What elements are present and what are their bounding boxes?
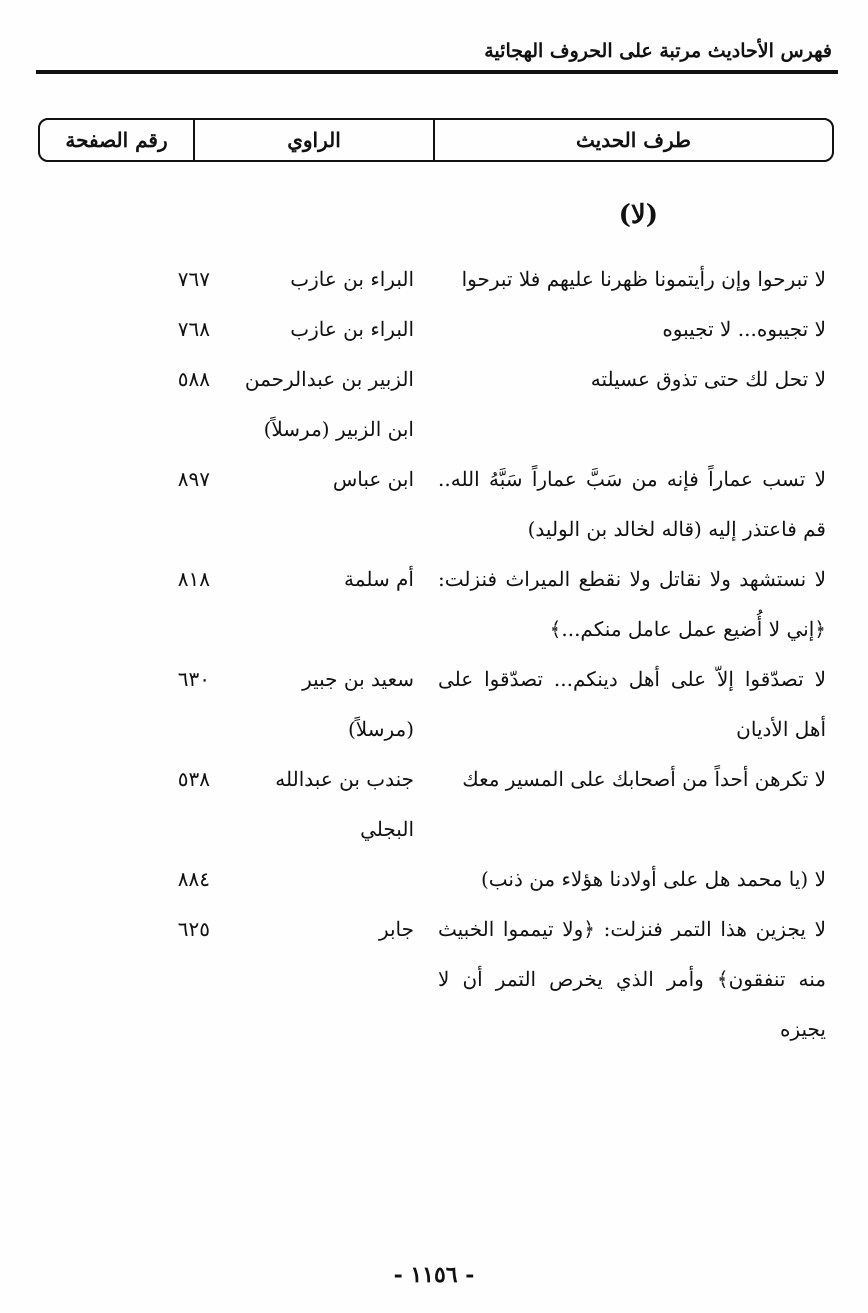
- page-number: ٧٦٨: [177, 317, 210, 341]
- hadith-text: لا يجزين هذا التمر فنزلت: ﴿ولا تيمموا الخبيث منه تنفقون﴾ وأمر الذي يخرص التمر أن لا يجيزه: [438, 917, 826, 1041]
- page-number: ٥٨٨: [177, 367, 210, 391]
- section-title: (لا): [618, 200, 658, 230]
- list-item: [38, 904, 826, 1054]
- rawi-name: البراء بن عازب: [290, 267, 414, 291]
- page-number: ٦٢٥: [177, 917, 210, 941]
- list-item: [38, 754, 826, 854]
- list-item: [38, 554, 826, 654]
- rawi-name: جابر: [378, 917, 414, 941]
- hadith-text: لا تسب عماراً فإنه من سَبَّ عماراً سَبَّهُ الله.. قم فاعتذر إليه (قاله لخالد بن الوليد): [438, 467, 826, 541]
- rawi-name: [240, 854, 438, 904]
- running-head: فهرس الأحاديث مرتبة على الحروف الهجائية: [484, 40, 832, 62]
- page-number: ٨١٨: [177, 567, 210, 591]
- hadith-text: لا تحل لك حتى تذوق عسيلته: [590, 367, 826, 391]
- column-page: رقم الصفحة: [65, 128, 168, 152]
- page-footer-number: - ١١٥٦ -: [393, 1262, 475, 1288]
- list-item: [38, 354, 826, 454]
- page-number: ٦٣٠: [177, 667, 210, 691]
- page-number: ٧٦٧: [177, 267, 210, 291]
- rawi-name: ابن عباس: [332, 467, 414, 491]
- header-rule: [36, 70, 838, 74]
- hadith-text: لا تبرحوا وإن رأيتمونا ظهرنا عليهم فلا تبرحوا: [461, 267, 826, 291]
- hadith-text: لا تجيبوه... لا تجيبوه: [662, 317, 826, 341]
- column-hadith: طرف الحديث: [433, 120, 832, 160]
- list-item: [38, 854, 826, 904]
- hadith-text: لا تكرهن أحداً من أصحابك على المسير معك: [462, 767, 826, 791]
- hadith-text: لا تصدّقوا إلاّ على أهل دينكم... تصدّقوا على أهل الأديان: [438, 667, 826, 741]
- rawi-name: أم سلمة: [344, 567, 414, 591]
- hadith-text: لا نستشهد ولا نقاتل ولا نقطع الميراث فنزلت: ﴿إني لا أُضيع عمل عامل منكم...﴾: [438, 567, 826, 641]
- column-rawi: الراوي: [193, 120, 433, 160]
- page-number: ٨٩٧: [177, 467, 210, 491]
- page-number: ٨٨٤: [177, 867, 210, 891]
- hadith-text: لا (يا محمد هل على أولادنا هؤلاء من ذنب): [480, 867, 826, 891]
- entries-list: [38, 254, 826, 1054]
- rawi-name: البراء بن عازب: [290, 317, 414, 341]
- list-item: [38, 454, 826, 554]
- list-item: [38, 654, 826, 754]
- page-number: ٥٣٨: [177, 767, 210, 791]
- column-header: [38, 118, 834, 162]
- rawi-name: سعيد بن جبير (مرسلاً): [302, 667, 414, 741]
- rawi-name: جندب بن عبدالله البجلي: [275, 767, 414, 841]
- rawi-name: الزبير بن عبدالرحمن ابن الزبير (مرسلاً): [244, 367, 414, 441]
- list-item: [38, 304, 826, 354]
- list-item: [38, 254, 826, 304]
